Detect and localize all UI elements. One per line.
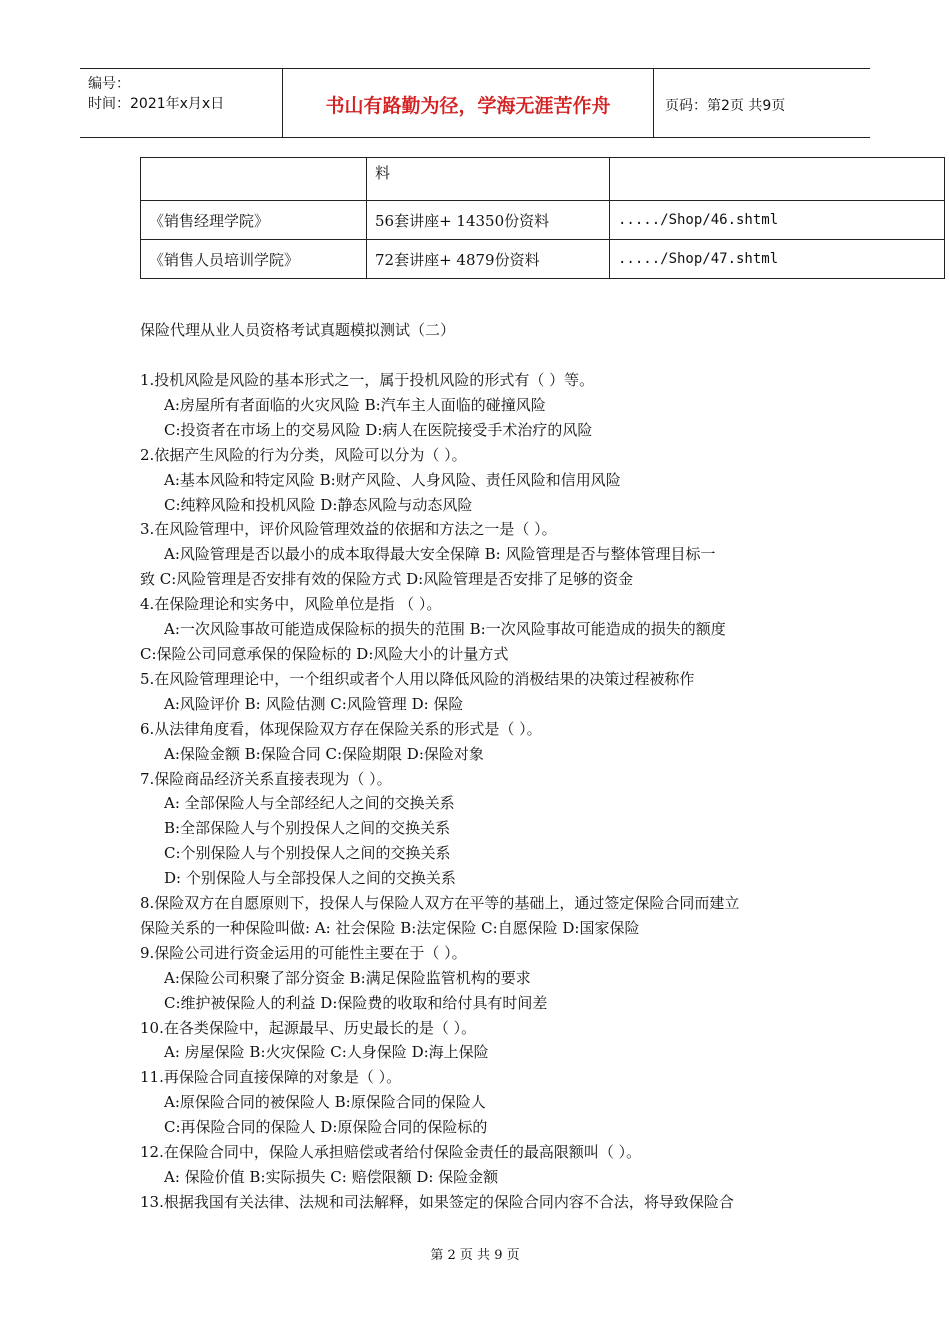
answer-options: A:风险评价 B: 风险估测 C:风险管理 D: 保险 [164,694,464,713]
header-page-cell [653,69,870,137]
table-row [141,201,945,240]
answer-options: C:个别保险人与个别投保人之间的交换关系 [164,844,451,863]
question-text: 2.依据产生风险的行为分类，风险可以分为（ ）。 [140,445,467,464]
answer-options: 致 C:风险管理是否安排有效的保险方式 D:风险管理是否安排了足够的资金 [140,570,634,589]
table-cell: 56套讲座+ 14350份资料 [367,201,610,240]
answer-options: A:原保险合同的被保险人 B:原保险合同的保险人 [164,1093,486,1112]
question-text: 9.保险公司进行资金运用的可能性主要在于（ ）。 [140,943,467,962]
motto: 书山有路勤为径，学海无涯苦作舟 [325,95,611,117]
answer-options: B:全部保险人与个别投保人之间的交换关系 [164,819,451,838]
table-cell: 72套讲座+ 4879份资料 [367,240,610,279]
answer-options: 保险关系的一种保险叫做: A: 社会保险 B:法定保险 C:自愿保险 D:国家保险 [140,918,640,937]
answer-options: A:保险公司积聚了部分资金 B:满足保险监管机构的要求 [164,968,531,987]
table-cell: 《销售经理学院》 [141,201,367,240]
question-text: 10.在各类保险中，起源最早、历史最长的是（ ）。 [140,1018,477,1037]
table-row [141,240,945,279]
answer-options: A:房屋所有者面临的火灾风险 B:汽车主人面临的碰撞风险 [164,395,546,414]
answer-options: C:纯粹风险和投机风险 D:静态风险与动态风险 [164,495,473,514]
answer-options: C:再保险合同的保险人 D:原保险合同的保险标的 [164,1118,488,1137]
answer-options: A: 房屋保险 B:火灾保险 C:人身保险 D:海上保险 [164,1043,489,1062]
question-text: 1.投机风险是风险的基本形式之一，属于投机风险的形式有（ ）等。 [140,371,595,389]
page-info: 页码：第2页 共9页 [665,98,786,114]
answer-options: A: 全部保险人与全部经纪人之间的交换关系 [164,794,455,813]
page-footer: 第 2 页 共 9 页 [430,1248,520,1263]
table-link-cell[interactable]: ...../Shop/47.shtml [610,240,945,279]
table-cell [141,158,367,201]
question-text: 12.在保险合同中，保险人承担赔偿或者给付保险金责任的最高限额叫（ ）。 [140,1143,642,1162]
question-list [140,368,820,1215]
question-text: 6.从法律角度看，体现保险双方存在保险关系的形式是（ ）。 [140,719,542,738]
header-motto-cell [282,69,654,137]
answer-options: A: 保险价值 B:实际损失 C: 赔偿限额 D: 保险金额 [164,1168,499,1186]
number-label: 编号： [88,76,130,92]
question-text: 13.根据我国有关法律、法规和司法解释，如果签定的保险合同内容不合法，将导致保险合 [140,1192,734,1211]
table-cell [610,158,945,201]
answer-options: A:基本风险和特定风险 B:财产风险、人身风险、责任风险和信用风险 [164,470,621,489]
answer-options: A:风险管理是否以最小的成本取得最大安全保障 B: 风险管理是否与整体管理目标一 [164,545,716,564]
table-row [141,158,945,201]
table-cell: 《销售人员培训学院》 [141,240,367,279]
table-link-cell[interactable]: ...../Shop/46.shtml [610,201,945,240]
answer-options: A:保险金额 B:保险合同 C:保险期限 D:保险对象 [164,744,484,763]
question-text: 11.再保险合同直接保障的对象是（ ）。 [140,1068,402,1087]
answer-options: A:一次风险事故可能造成保险标的损失的范围 B:一次风险事故可能造成的损失的额度 [164,620,726,639]
question-text: 7.保险商品经济关系直接表现为（ ）。 [140,769,392,788]
header-meta [80,69,280,137]
question-text: 3.在风险管理中，评价风险管理效益的依据和方法之一是（ ）。 [140,520,557,539]
question-text: 8.保险双方在自愿原则下，投保人与保险人双方在平等的基础上，通过签定保险合同而建立 [140,894,740,913]
time-label: 时间：2021年x月x日 [88,96,225,112]
question-text: 4.在保险理论和实务中，风险单位是指 （ ）。 [140,595,442,614]
resource-table [140,157,945,279]
question-text: 5.在风险管理理论中，一个组织或者个人用以降低风险的消极结果的决策过程被称作 [140,669,695,688]
document-title: 保险代理从业人员资格考试真题模拟测试（二） [140,321,456,339]
answer-options: D: 个别保险人与全部投保人之间的交换关系 [164,869,456,888]
answer-options: C:维护被保险人的利益 D:保险费的收取和给付具有时间差 [164,993,548,1012]
page-header [80,68,870,138]
answer-options: C:保险公司同意承保的保险标的 D:风险大小的计量方式 [140,644,509,663]
document-body [140,318,820,1215]
table-cell: 料 [367,158,610,201]
answer-options: C:投资者在市场上的交易风险 D:病人在医院接受手术治疗的风险 [164,420,593,439]
